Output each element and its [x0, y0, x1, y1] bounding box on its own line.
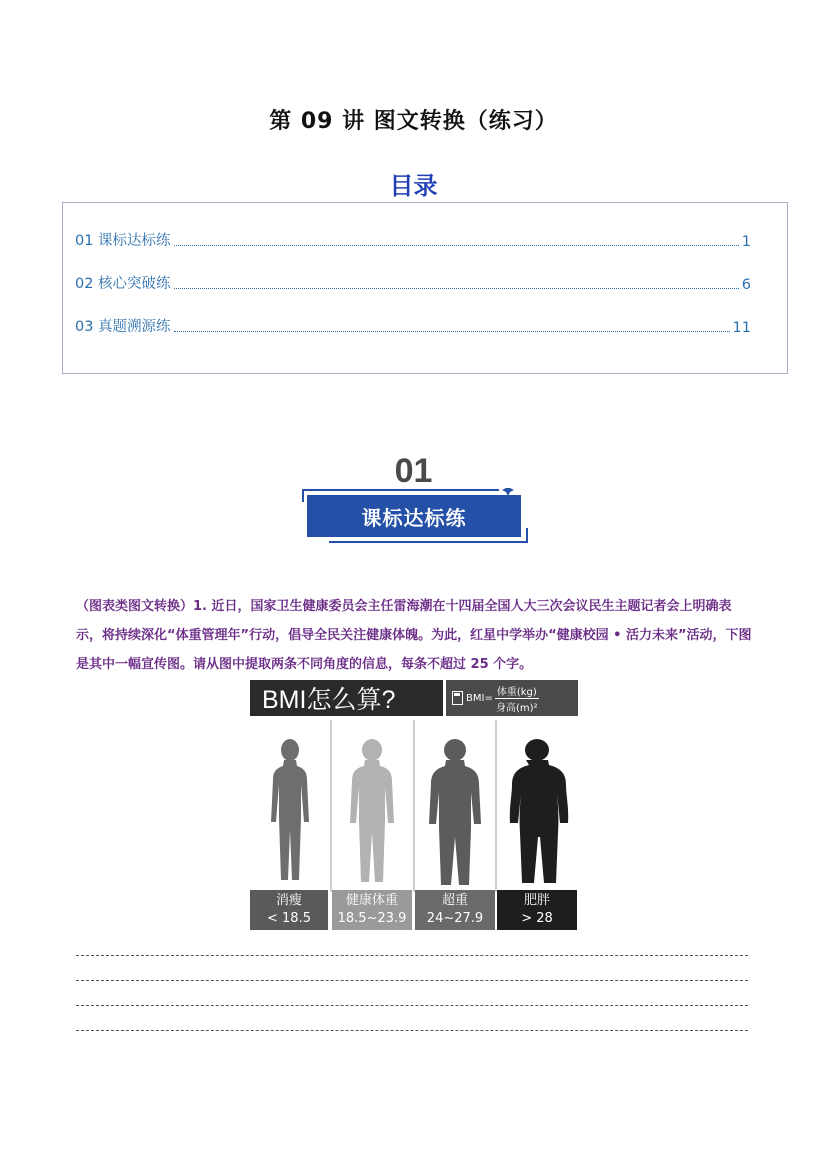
answer-line[interactable] [76, 1030, 748, 1031]
toc-leader-dots [174, 330, 730, 332]
toc-item-label: 01 课标达标练 [75, 233, 171, 249]
toc-leader-dots [174, 287, 739, 289]
category-name: 消瘦 [275, 893, 302, 908]
bmi-label-obese [497, 890, 577, 930]
calculator-icon [452, 691, 463, 705]
category-range: > 28 [521, 911, 553, 926]
bmi-infographic [250, 680, 578, 932]
category-range: 24~27.9 [426, 911, 484, 926]
page-title: 第 09 讲 图文转换（练习） [269, 109, 558, 134]
category-range: 18.5~23.9 [337, 911, 407, 926]
toc-heading: 目录 [389, 172, 438, 200]
category-name: 健康体重 [345, 893, 398, 908]
formula-prefix: BMI= [466, 692, 493, 704]
category-range: < 18.5 [267, 911, 311, 926]
formula-denominator: 身高(m)² [496, 702, 538, 714]
toc-item-2[interactable] [75, 273, 751, 293]
toc-item-page: 1 [741, 234, 751, 250]
toc-item-page: 6 [741, 277, 751, 293]
table-of-contents [62, 202, 788, 374]
section-banner: 课标达标练 [307, 495, 521, 537]
bmi-title: BMI怎么算? [250, 680, 443, 716]
question-text: （图表类图文转换）1. 近日，国家卫生健康委员会主任雷海潮在十四届全国人大三次会议民生主题记者会上明确表示，将持续深化“体重管理年”行动，倡导全民关注健康体魄。为此，红星中学举办“健康校园 • 活力未来”活动，下图是其中一幅宣传图。请从图中提取两条不同角度的信息，每条不超过 25 个字。 [76, 599, 752, 672]
toc-item-label: 02 核心突破练 [75, 276, 171, 292]
toc-item-page: 11 [732, 320, 751, 336]
category-name: 超重 [441, 893, 468, 908]
toc-leader-dots [174, 244, 739, 246]
bmi-label-overweight [415, 890, 495, 930]
obese-body-figure [497, 738, 577, 888]
toc-item-label: 03 真题溯源练 [75, 319, 171, 335]
section-number: 01 [394, 452, 433, 490]
toc-item-3[interactable] [75, 316, 751, 336]
overweight-body-figure [415, 738, 495, 888]
category-name: 肥胖 [523, 893, 550, 908]
formula-fraction [495, 683, 539, 714]
formula-numerator: 体重(kg) [495, 683, 539, 699]
answer-line[interactable] [76, 955, 748, 956]
toc-item-1[interactable] [75, 230, 751, 250]
thin-body-figure [250, 738, 330, 888]
answer-line[interactable] [76, 980, 748, 981]
bmi-formula [446, 680, 578, 716]
answer-line[interactable] [76, 1005, 748, 1006]
bmi-label-healthy [332, 890, 412, 930]
bmi-label-thin [250, 890, 328, 930]
healthy-body-figure [332, 738, 412, 888]
